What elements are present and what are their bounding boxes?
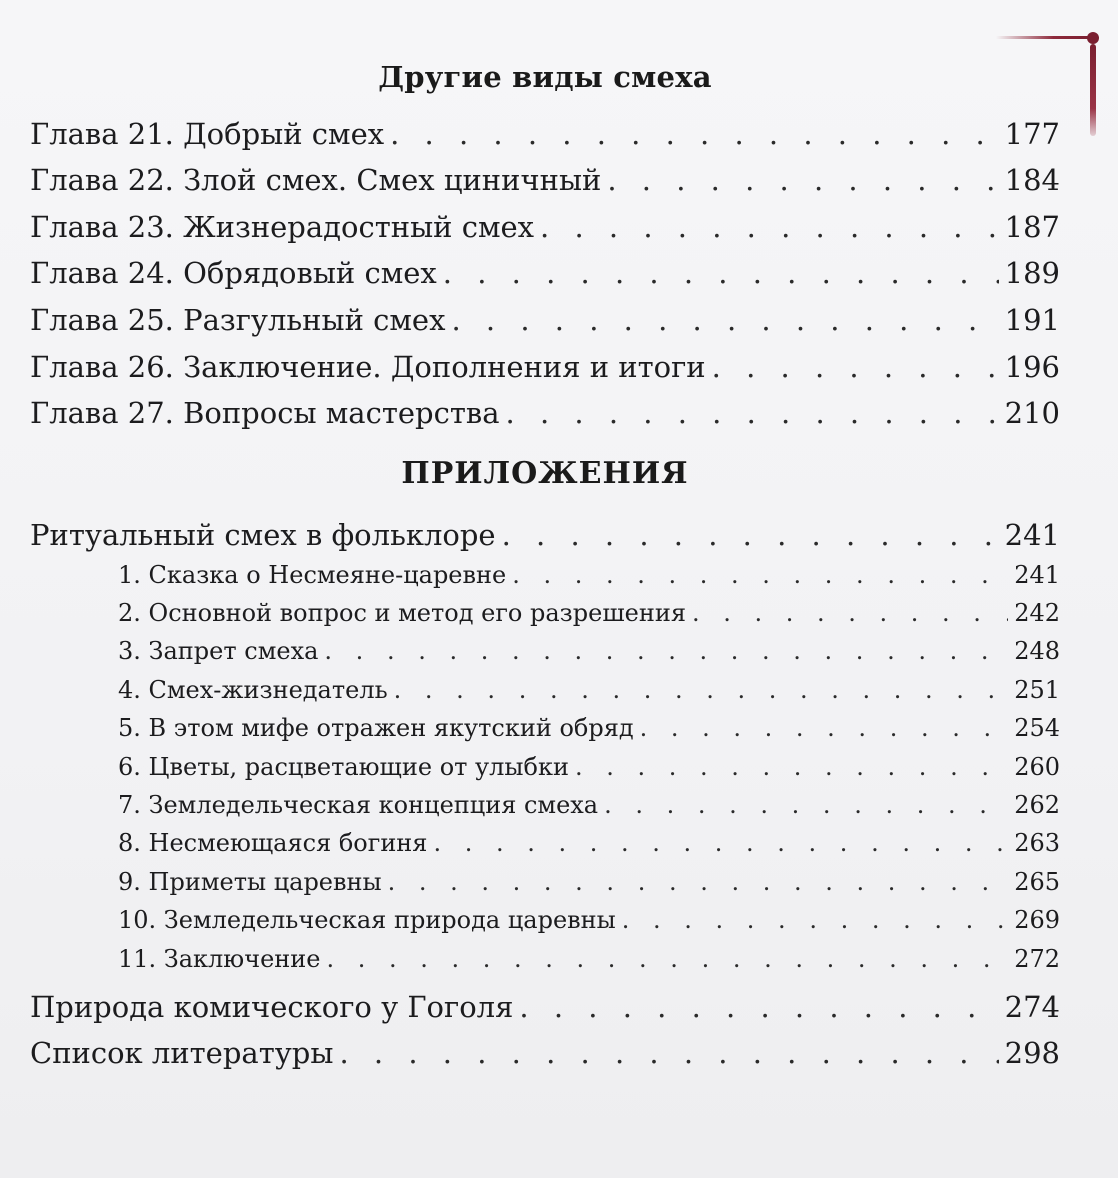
toc-subentry-title: 4. Смех-жизнедатель [118, 676, 388, 704]
toc-subentry-page: 242 [1014, 599, 1060, 627]
toc-subentry[interactable] [118, 676, 1060, 710]
toc-subentry[interactable] [118, 714, 1060, 748]
section-heading-other-laughter: Другие виды смеха [378, 60, 712, 94]
toc-subentry-page: 260 [1014, 753, 1060, 781]
toc-entry-title: Список литературы [30, 1036, 334, 1070]
toc-dot-leader [339, 1036, 998, 1070]
toc-subentry-title: 10. Земледельческая природа царевны [118, 906, 616, 934]
toc-entry-ritual[interactable] [30, 518, 1060, 558]
toc-subentry-page: 241 [1014, 561, 1060, 589]
toc-subentry-title: 2. Основной вопрос и метод его разрешения [118, 599, 686, 627]
toc-dot-leader [622, 906, 1008, 934]
toc-subentry-title: 3. Запрет смеха [118, 637, 319, 665]
toc-subentry-title: 5. В этом мифе отражен якутский обряд [118, 714, 634, 742]
toc-entry-title: Глава 24. Обрядовый смех [30, 256, 437, 290]
toc-entry-page: 196 [1004, 350, 1060, 384]
toc-dot-leader [390, 117, 999, 151]
toc-entry[interactable] [30, 210, 1060, 250]
toc-dot-leader [540, 210, 999, 244]
toc-entry-page: 210 [1004, 396, 1060, 430]
toc-dot-leader [607, 163, 998, 197]
toc-dot-leader [640, 714, 1009, 742]
toc-subentry[interactable] [118, 637, 1060, 671]
toc-subentry[interactable] [118, 791, 1060, 825]
toc-dot-leader [394, 676, 1009, 704]
toc-subentry-page: 265 [1014, 868, 1060, 896]
toc-subentry-title: 1. Сказка о Несмеяне-царевне [118, 561, 507, 589]
toc-entry-page: 191 [1004, 303, 1060, 337]
toc-subentry[interactable] [118, 868, 1060, 902]
bookmark-ornament-stem [1090, 44, 1096, 136]
toc-subentry[interactable] [118, 599, 1060, 633]
toc-entry-title: Ритуальный смех в фольклоре [30, 518, 496, 552]
toc-subentry-page: 263 [1014, 829, 1060, 857]
toc-subentry-title: 7. Земледельческая концепция смеха [118, 791, 599, 819]
toc-entry-gogol[interactable] [30, 990, 1060, 1030]
toc-dot-leader [506, 396, 999, 430]
toc-dot-leader [502, 518, 999, 552]
toc-entry[interactable] [30, 256, 1060, 296]
toc-subentry[interactable] [118, 753, 1060, 787]
toc-subentry[interactable] [118, 906, 1060, 940]
toc-dot-leader [326, 945, 1008, 973]
toc-entry-page: 274 [1004, 990, 1060, 1024]
toc-subentry[interactable] [118, 945, 1060, 979]
toc-subentry-title: 6. Цветы, расцветающие от улыбки [118, 753, 569, 781]
toc-entry-page: 298 [1004, 1036, 1060, 1070]
toc-dot-leader [604, 791, 1008, 819]
toc-entry-page: 177 [1004, 117, 1060, 151]
toc-entry-literature[interactable] [30, 1036, 1060, 1076]
toc-subentry-page: 251 [1014, 676, 1060, 704]
toc-subentry-page: 254 [1014, 714, 1060, 742]
toc-subentry[interactable] [118, 829, 1060, 863]
toc-dot-leader [512, 561, 1008, 589]
toc-dot-leader [575, 753, 1008, 781]
toc-entry[interactable] [30, 303, 1060, 343]
toc-subentry-page: 248 [1014, 637, 1060, 665]
toc-dot-leader [692, 599, 1008, 627]
toc-entry[interactable] [30, 350, 1060, 390]
toc-subentry-title: 11. Заключение [118, 945, 321, 973]
toc-dot-leader [519, 990, 998, 1024]
toc-dot-leader [451, 303, 998, 337]
toc-subentry-page: 262 [1014, 791, 1060, 819]
toc-entry-title: Глава 25. Разгульный смех [30, 303, 446, 337]
toc-subentry[interactable] [118, 561, 1060, 595]
toc-entry-title: Глава 22. Злой смех. Смех циничный [30, 163, 602, 197]
bookmark-ornament-dot [1087, 32, 1099, 44]
toc-entry-title: Природа комического у Гоголя [30, 990, 514, 1024]
toc-dot-leader [388, 868, 1009, 896]
toc-entry-title: Глава 26. Заключение. Дополнения и итоги [30, 350, 706, 384]
toc-entry-page: 187 [1004, 210, 1060, 244]
toc-dot-leader [324, 637, 1008, 665]
toc-subentry-title: 9. Приметы царевны [118, 868, 382, 896]
toc-entry-title: Глава 27. Вопросы мастерства [30, 396, 500, 430]
toc-entry-page: 241 [1004, 518, 1060, 552]
toc-subentry-page: 269 [1014, 906, 1060, 934]
toc-entry-page: 184 [1004, 163, 1060, 197]
toc-entry-title: Глава 21. Добрый смех [30, 117, 385, 151]
toc-dot-leader [712, 350, 999, 384]
toc-dot-leader [433, 829, 1008, 857]
toc-entry-page: 189 [1004, 256, 1060, 290]
section-heading-appendices: ПРИЛОЖЕНИЯ [401, 456, 689, 491]
toc-subentry-title: 8. Несмеющаяся богиня [118, 829, 428, 857]
toc-entry[interactable] [30, 117, 1060, 157]
toc-entry[interactable] [30, 163, 1060, 203]
toc-entry-title: Глава 23. Жизнерадостный смех [30, 210, 535, 244]
bookmark-ornament-line [996, 36, 1092, 39]
toc-dot-leader [443, 256, 999, 290]
toc-entry[interactable] [30, 396, 1060, 436]
toc-subentry-page: 272 [1014, 945, 1060, 973]
